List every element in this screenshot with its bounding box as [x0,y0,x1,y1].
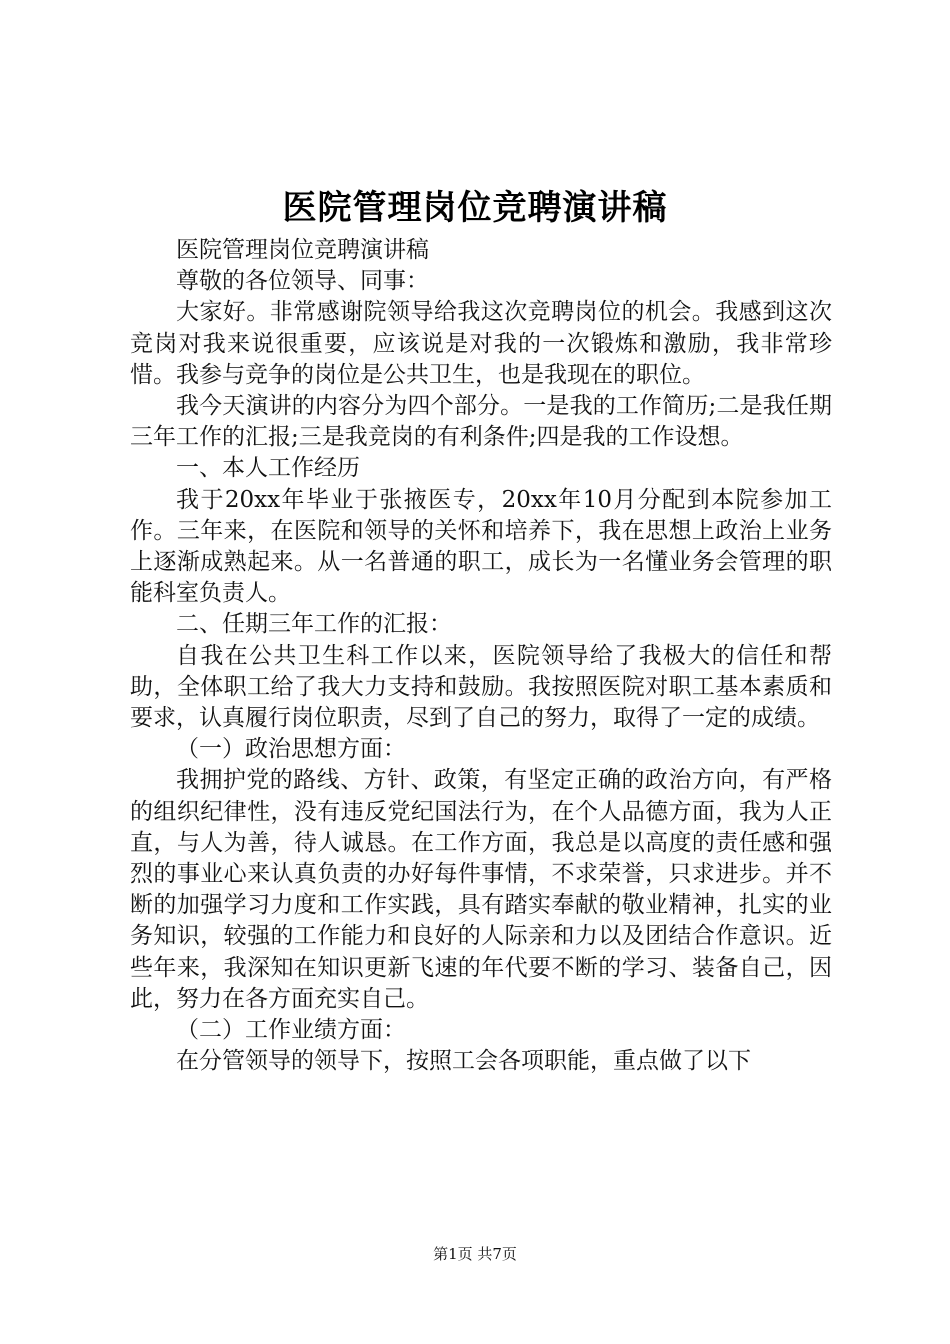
document-title: 医院管理岗位竞聘演讲稿 [282,188,668,228]
heading-work-performance: （二）工作业绩方面： [176,1017,406,1044]
heading-work-experience: 一、本人工作经历 [176,455,360,482]
document-body [130,235,832,1077]
paragraph-salutation: 尊敬的各位领导、同事： [176,268,429,295]
paragraph-outline: 我今天演讲的内容分为四个部分。一是我的工作简历;二是我任期三年工作的汇报;三是我竞岗的有利条件;四是我的工作设想。 [130,393,832,451]
paragraph-greeting: 大家好。非常感谢院领导给我这次竞聘岗位的机会。我感到这次竞岗对我来说很重要，应该说是对我的一次锻炼和激励，我非常珍惜。我参与竞争的岗位是公共卫生，也是我现在的职位。 [130,299,832,388]
page-footer: 第1页 共7页 [433,1245,517,1263]
paragraph-work-experience: 我于20xx年毕业于张掖医专，20xx年10月分配到本院参加工作。三年来，在医院和领导的关怀和培养下，我在思想上政治上业务上逐渐成熟起来。从一名普通的职工，成长为一名懂业务会管理的职能科室负责人。 [130,486,832,607]
paragraph-work-report: 自我在公共卫生科工作以来，医院领导给了我极大的信任和帮助，全体职工给了我大力支持和鼓励。我按照医院对职工基本素质和要求，认真履行岗位职责，尽到了自己的努力，取得了一定的成绩。 [130,642,832,732]
paragraph-political-thought: 我拥护党的路线、方针、政策，有坚定正确的政治方向，有严格的组织纪律性，没有违反党纪国法行为，在个人品德方面，我为人正直，与人为善，待人诚恳。在工作方面，我总是以高度的责任感和强烈的事业心来认真负责的办好每件事情，不求荣誉，只求进步。并不断的加强学习力度和工作实践，具有踏实奉献的敬业精神，扎实的业务知识，较强的工作能力和良好的人际亲和力以及团结合作意识。近些年来，我深知在知识更新飞速的年代要不断的学习、装备自己，因此，努力在各方面充实自己。 [130,767,832,1012]
paragraph-work-performance: 在分管领导的领导下，按照工会各项职能，重点做了以下 [176,1048,751,1075]
heading-work-report: 二、任期三年工作的汇报： [176,611,452,638]
heading-political-thought: （一）政治思想方面： [176,736,406,763]
paragraph-subtitle: 医院管理岗位竞聘演讲稿 [176,237,429,263]
